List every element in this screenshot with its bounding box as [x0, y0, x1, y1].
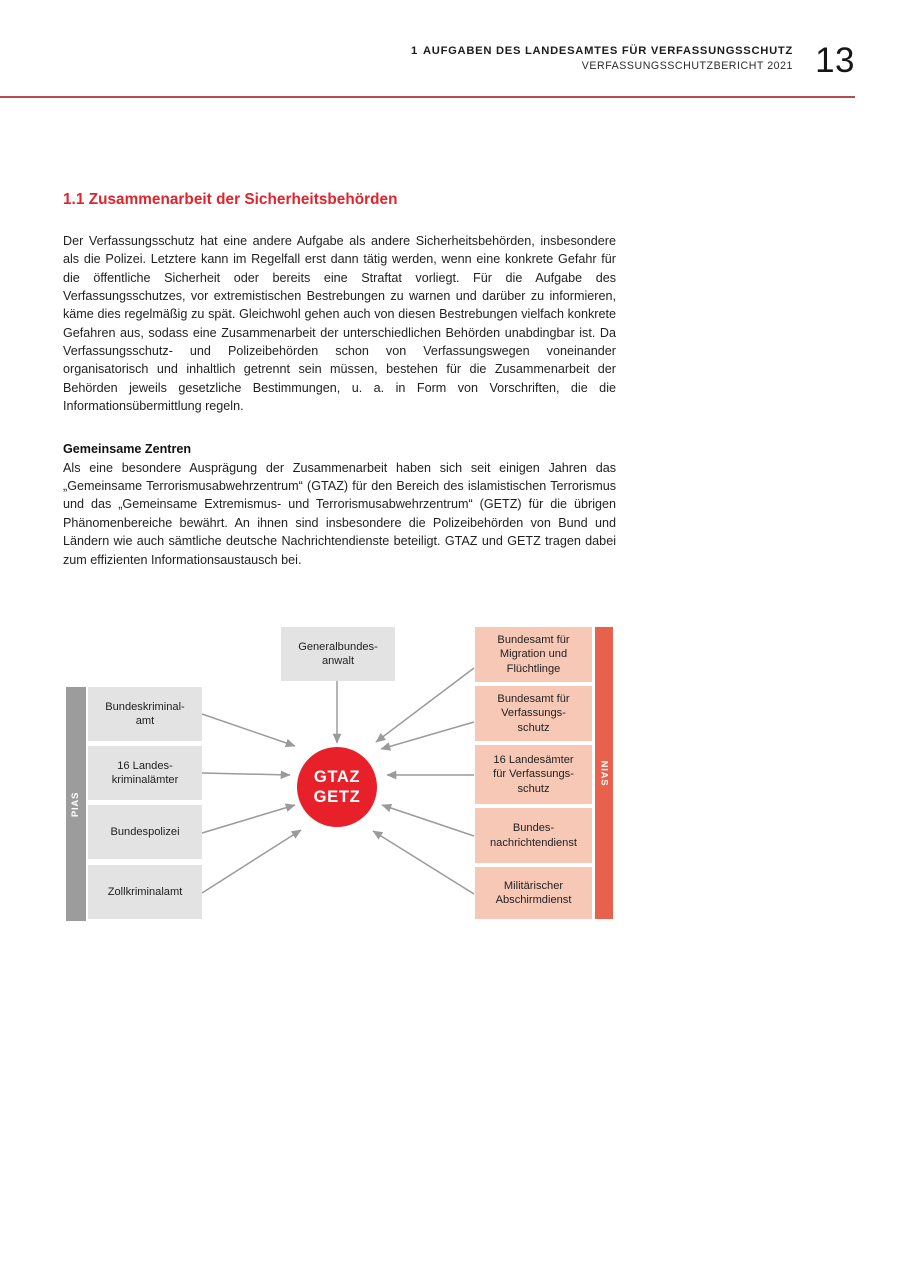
arrow-zollkriminalamt	[202, 830, 301, 893]
arrow-mad	[373, 831, 474, 894]
arrow-16-landeskriminalaemter	[202, 773, 290, 775]
arrow-bfv	[381, 722, 474, 749]
arrow-bundeskriminalamt	[202, 714, 295, 746]
node-bundespolizei	[88, 805, 202, 859]
hub-label-gtaz: GTAZ	[313, 766, 361, 786]
page-number: 13	[815, 41, 855, 80]
hub-gtaz-getz	[297, 747, 377, 827]
rail-pias-label: PIAS	[70, 791, 82, 817]
node-bundesnachrichtendienst	[475, 808, 592, 863]
node-label: Bundespolizei	[110, 825, 180, 838]
node-militaerischer-abschirmdienst	[475, 867, 592, 919]
node-generalbundesanwalt	[281, 627, 395, 681]
page-content	[63, 190, 616, 569]
node-16-landesaemter-verfassungsschutz	[475, 745, 592, 804]
arrow-bundespolizei	[202, 805, 295, 833]
arrow-bnd	[382, 805, 474, 836]
node-bamf	[475, 627, 592, 682]
node-label: Bundesamt für Migration und Flüchtlinge	[497, 634, 570, 675]
chapter-title: AUFGABEN DES LANDESAMTES FÜR VERFASSUNGSSCHUTZ	[422, 45, 793, 57]
node-label: Bundeskriminal- amt	[105, 700, 185, 727]
running-head-chapter	[0, 44, 855, 59]
node-bfv	[475, 686, 592, 741]
node-label: Militärischer Abschirmdienst	[495, 879, 572, 906]
node-label: Bundes- nachrichtendienst	[490, 822, 577, 849]
hub-label-getz: GETZ	[313, 787, 361, 806]
section-heading: 1.1 Zusammenarbeit der Sicherheitsbehörden	[63, 191, 398, 208]
node-label: 16 Landesämter für Verfassungs- schutz	[493, 754, 574, 795]
node-label: 16 Landes- kriminalämter	[111, 759, 179, 786]
node-16-landeskriminalaemter	[88, 746, 202, 800]
gtaz-getz-diagram	[63, 618, 616, 930]
paragraph-zusammenarbeit: Der Verfassungsschutz hat eine andere Aufgabe als andere Sicherheitsbehörden, insbesondere als die Polizei. Letztere kann im Regelfall erst dann tätig werden, wenn eine konkrete Gefahr für die öffentliche Sicherheit oder bereits eine Straftat vorliegt. Für die Aufgabe des Verfassungsschutzes, vor extremistischen Bestrebungen zu warnen und darüber zu informieren, käme dies regelmäßig zu spät. Gleichwohl gehen auch von diesen Bestrebungen vielfach konkrete Gefahren aus, sodass eine Zusammenarbeit der unterschiedlichen Behörden unabdingbar ist. Da Verfassungsschutz- und Polizeibehörden schon von Verfassungswegen voneinander organisatorisch und inhaltlich getrennt sein müssen, bestehen für die Zusammenarbeit der Behörden jeweils gesetzliche Bestimmungen, u. a. in Form von Vorschriften, die die Informationsübermittlung regeln.	[63, 234, 616, 414]
rail-pias	[66, 687, 86, 921]
chapter-number: 1	[411, 45, 418, 57]
paragraph-gemeinsame-zentren: Als eine besondere Ausprägung der Zusammenarbeit haben sich seit einigen Jahren das „Gemeinsame Terrorismusabwehrzentrum“ (GTAZ) für den Bereich des islamistischen Terrorismus und das „Gemeinsame Extremismus- und Terrorismusabwehrzentrum“ (GETZ) für die übrigen Phänomenbereiche bewährt. An ihnen sind insbesondere die Polizeibehörden von Bund und Ländern wie auch sämtliche deutsche Nachrichtendienste beteiligt. GTAZ und GETZ tragen dabei zum effizienten Informationsaustausch bei.	[63, 460, 616, 567]
node-label: Generalbundes- anwalt	[298, 640, 378, 667]
running-head	[0, 44, 855, 74]
node-zollkriminalamt	[88, 865, 202, 919]
rail-nias	[595, 627, 613, 919]
subheading-gemeinsame-zentren: Gemeinsame Zentren	[63, 442, 192, 457]
node-label: Zollkriminalamt	[107, 885, 183, 898]
running-head-report: VERFASSUNGSSCHUTZBERICHT 2021	[581, 60, 793, 72]
node-label: Bundesamt für Verfassungs- schutz	[497, 693, 570, 734]
rail-nias-label: NIAS	[598, 760, 610, 786]
node-bundeskriminalamt	[88, 687, 202, 741]
header-divider-rule	[0, 96, 855, 98]
